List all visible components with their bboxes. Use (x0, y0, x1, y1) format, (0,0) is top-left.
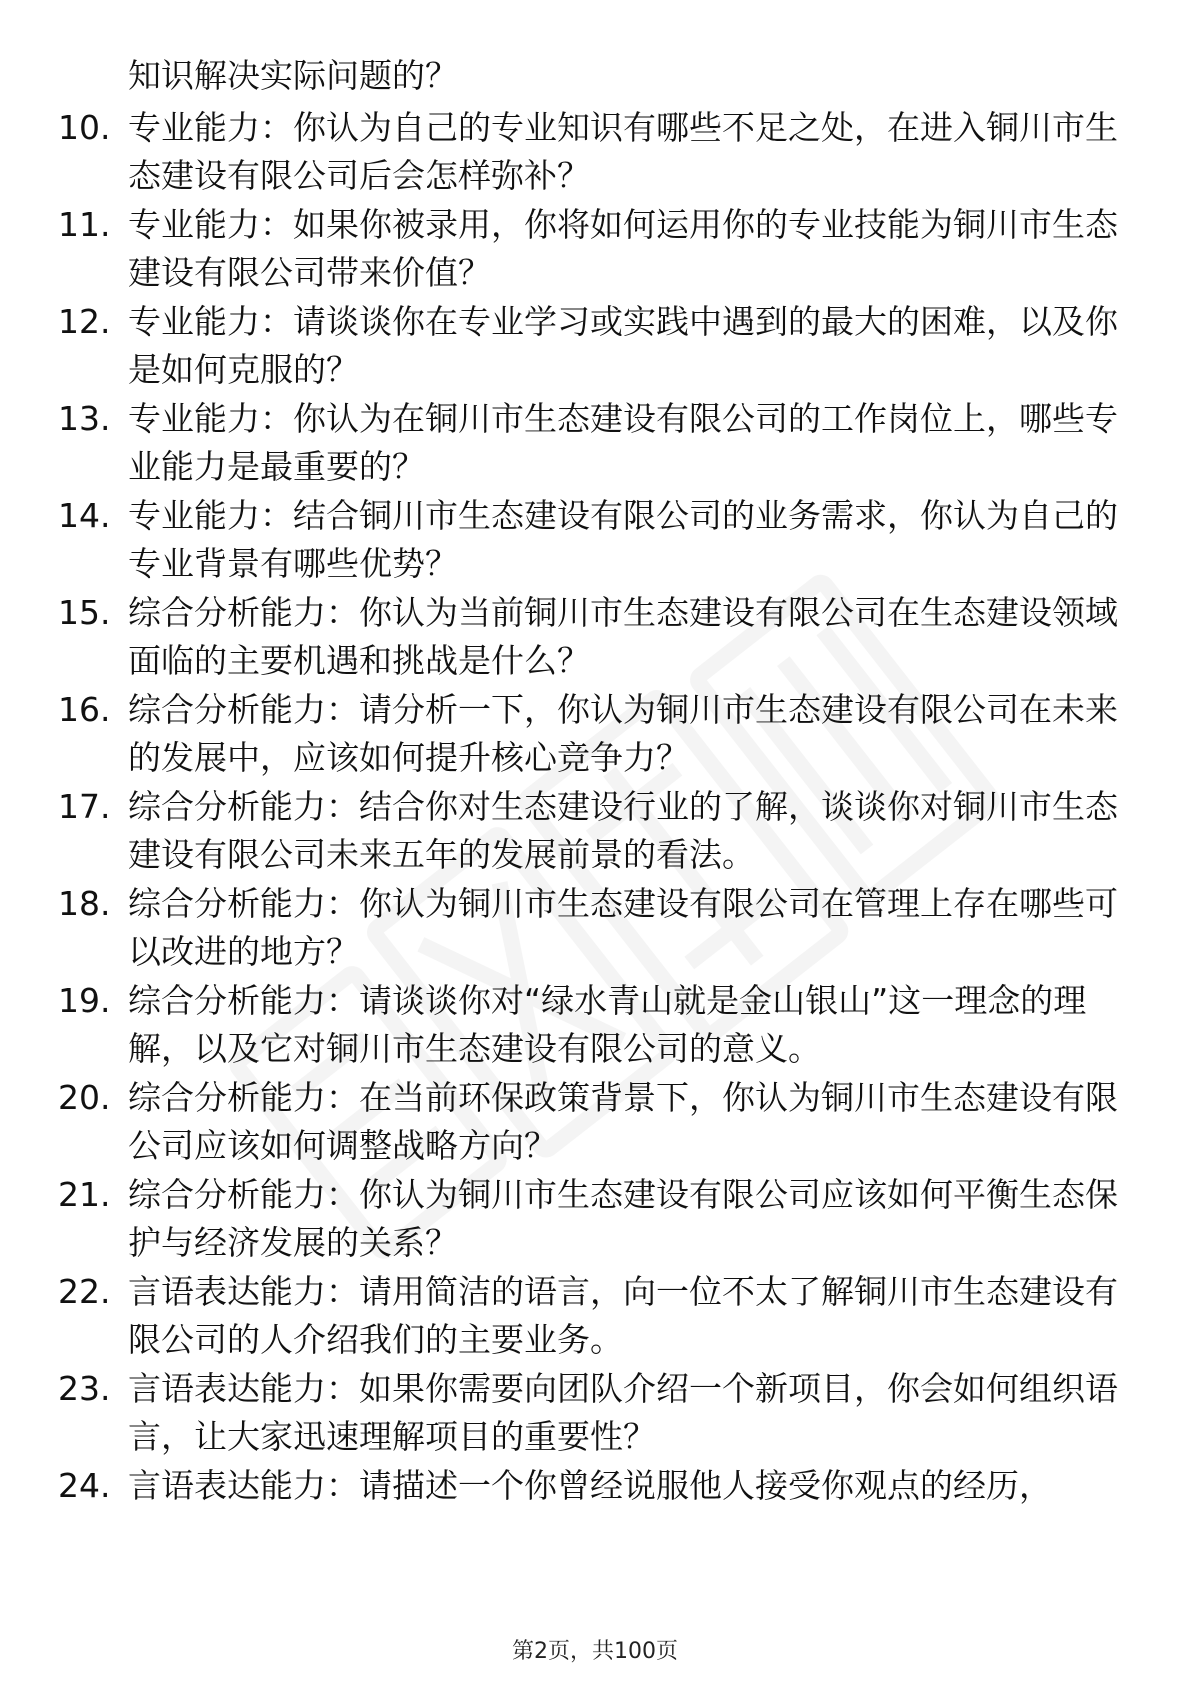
question-text: 综合分析能力：你认为当前铜川市生态建设有限公司在生态建设领域面临的主要机遇和挑战是什么？ (128, 593, 1118, 680)
question-number: 15. (58, 593, 111, 632)
question-number: 12. (58, 302, 111, 341)
question-text: 专业能力：请谈谈你在专业学习或实践中遇到的最大的困难，以及你是如何克服的？ (128, 302, 1118, 389)
question-number: 18. (58, 884, 111, 923)
question-text: 综合分析能力：请分析一下，你认为铜川市生态建设有限公司在未来的发展中，应该如何提升核心竞争力？ (128, 690, 1118, 777)
question-number: 23. (58, 1369, 111, 1408)
question-number: 10. (58, 108, 111, 147)
question-text: 专业能力：结合铜川市生态建设有限公司的业务需求，你认为自己的专业背景有哪些优势？ (128, 496, 1118, 583)
question-text: 言语表达能力：请描述一个你曾经说服他人接受你观点的经历， (128, 1466, 1052, 1505)
question-number: 11. (58, 205, 111, 244)
question-text: 言语表达能力：如果你需要向团队介绍一个新项目，你会如何组织语言，让大家迅速理解项目的重要性？ (128, 1369, 1118, 1456)
question-text: 综合分析能力：在当前环保政策背景下，你认为铜川市生态建设有限公司应该如何调整战略方向？ (128, 1078, 1118, 1165)
question-number: 17. (58, 787, 111, 826)
question-number: 13. (58, 399, 111, 438)
question-text: 综合分析能力：你认为铜川市生态建设有限公司应该如何平衡生态保护与经济发展的关系？ (128, 1175, 1118, 1262)
question-number: 21. (58, 1175, 111, 1214)
question-number: 20. (58, 1078, 111, 1117)
question-text: 综合分析能力：请谈谈你对“绿水青山就是金山银山”这一理念的理解，以及它对铜川市生态建设有限公司的意义。 (128, 981, 1087, 1068)
question-number: 19. (58, 981, 111, 1020)
question-number: 24. (58, 1466, 111, 1505)
page-footer: 第2页，共100页 (512, 1639, 678, 1664)
question-text: 言语表达能力：请用简洁的语言，向一位不太了解铜川市生态建设有限公司的人介绍我们的主要业务。 (128, 1272, 1118, 1359)
question-text: 专业能力：如果你被录用，你将如何运用你的专业技能为铜川市生态建设有限公司带来价值？ (128, 205, 1118, 292)
question-text: 综合分析能力：结合你对生态建设行业的了解，谈谈你对铜川市生态建设有限公司未来五年的发展前景的看法。 (128, 787, 1118, 874)
question-number: 14. (58, 496, 111, 535)
question-number: 22. (58, 1272, 111, 1311)
question-text: 专业能力：你认为自己的专业知识有哪些不足之处，在进入铜川市生态建设有限公司后会怎样弥补？ (128, 108, 1118, 195)
question-number: 16. (58, 690, 111, 729)
question-text: 专业能力：你认为在铜川市生态建设有限公司的工作岗位上，哪些专业能力是最重要的？ (128, 399, 1118, 486)
question-text: 综合分析能力：你认为铜川市生态建设有限公司在管理上存在哪些可以改进的地方？ (128, 884, 1118, 971)
continuation-line: 知识解决实际问题的？ (128, 56, 458, 95)
